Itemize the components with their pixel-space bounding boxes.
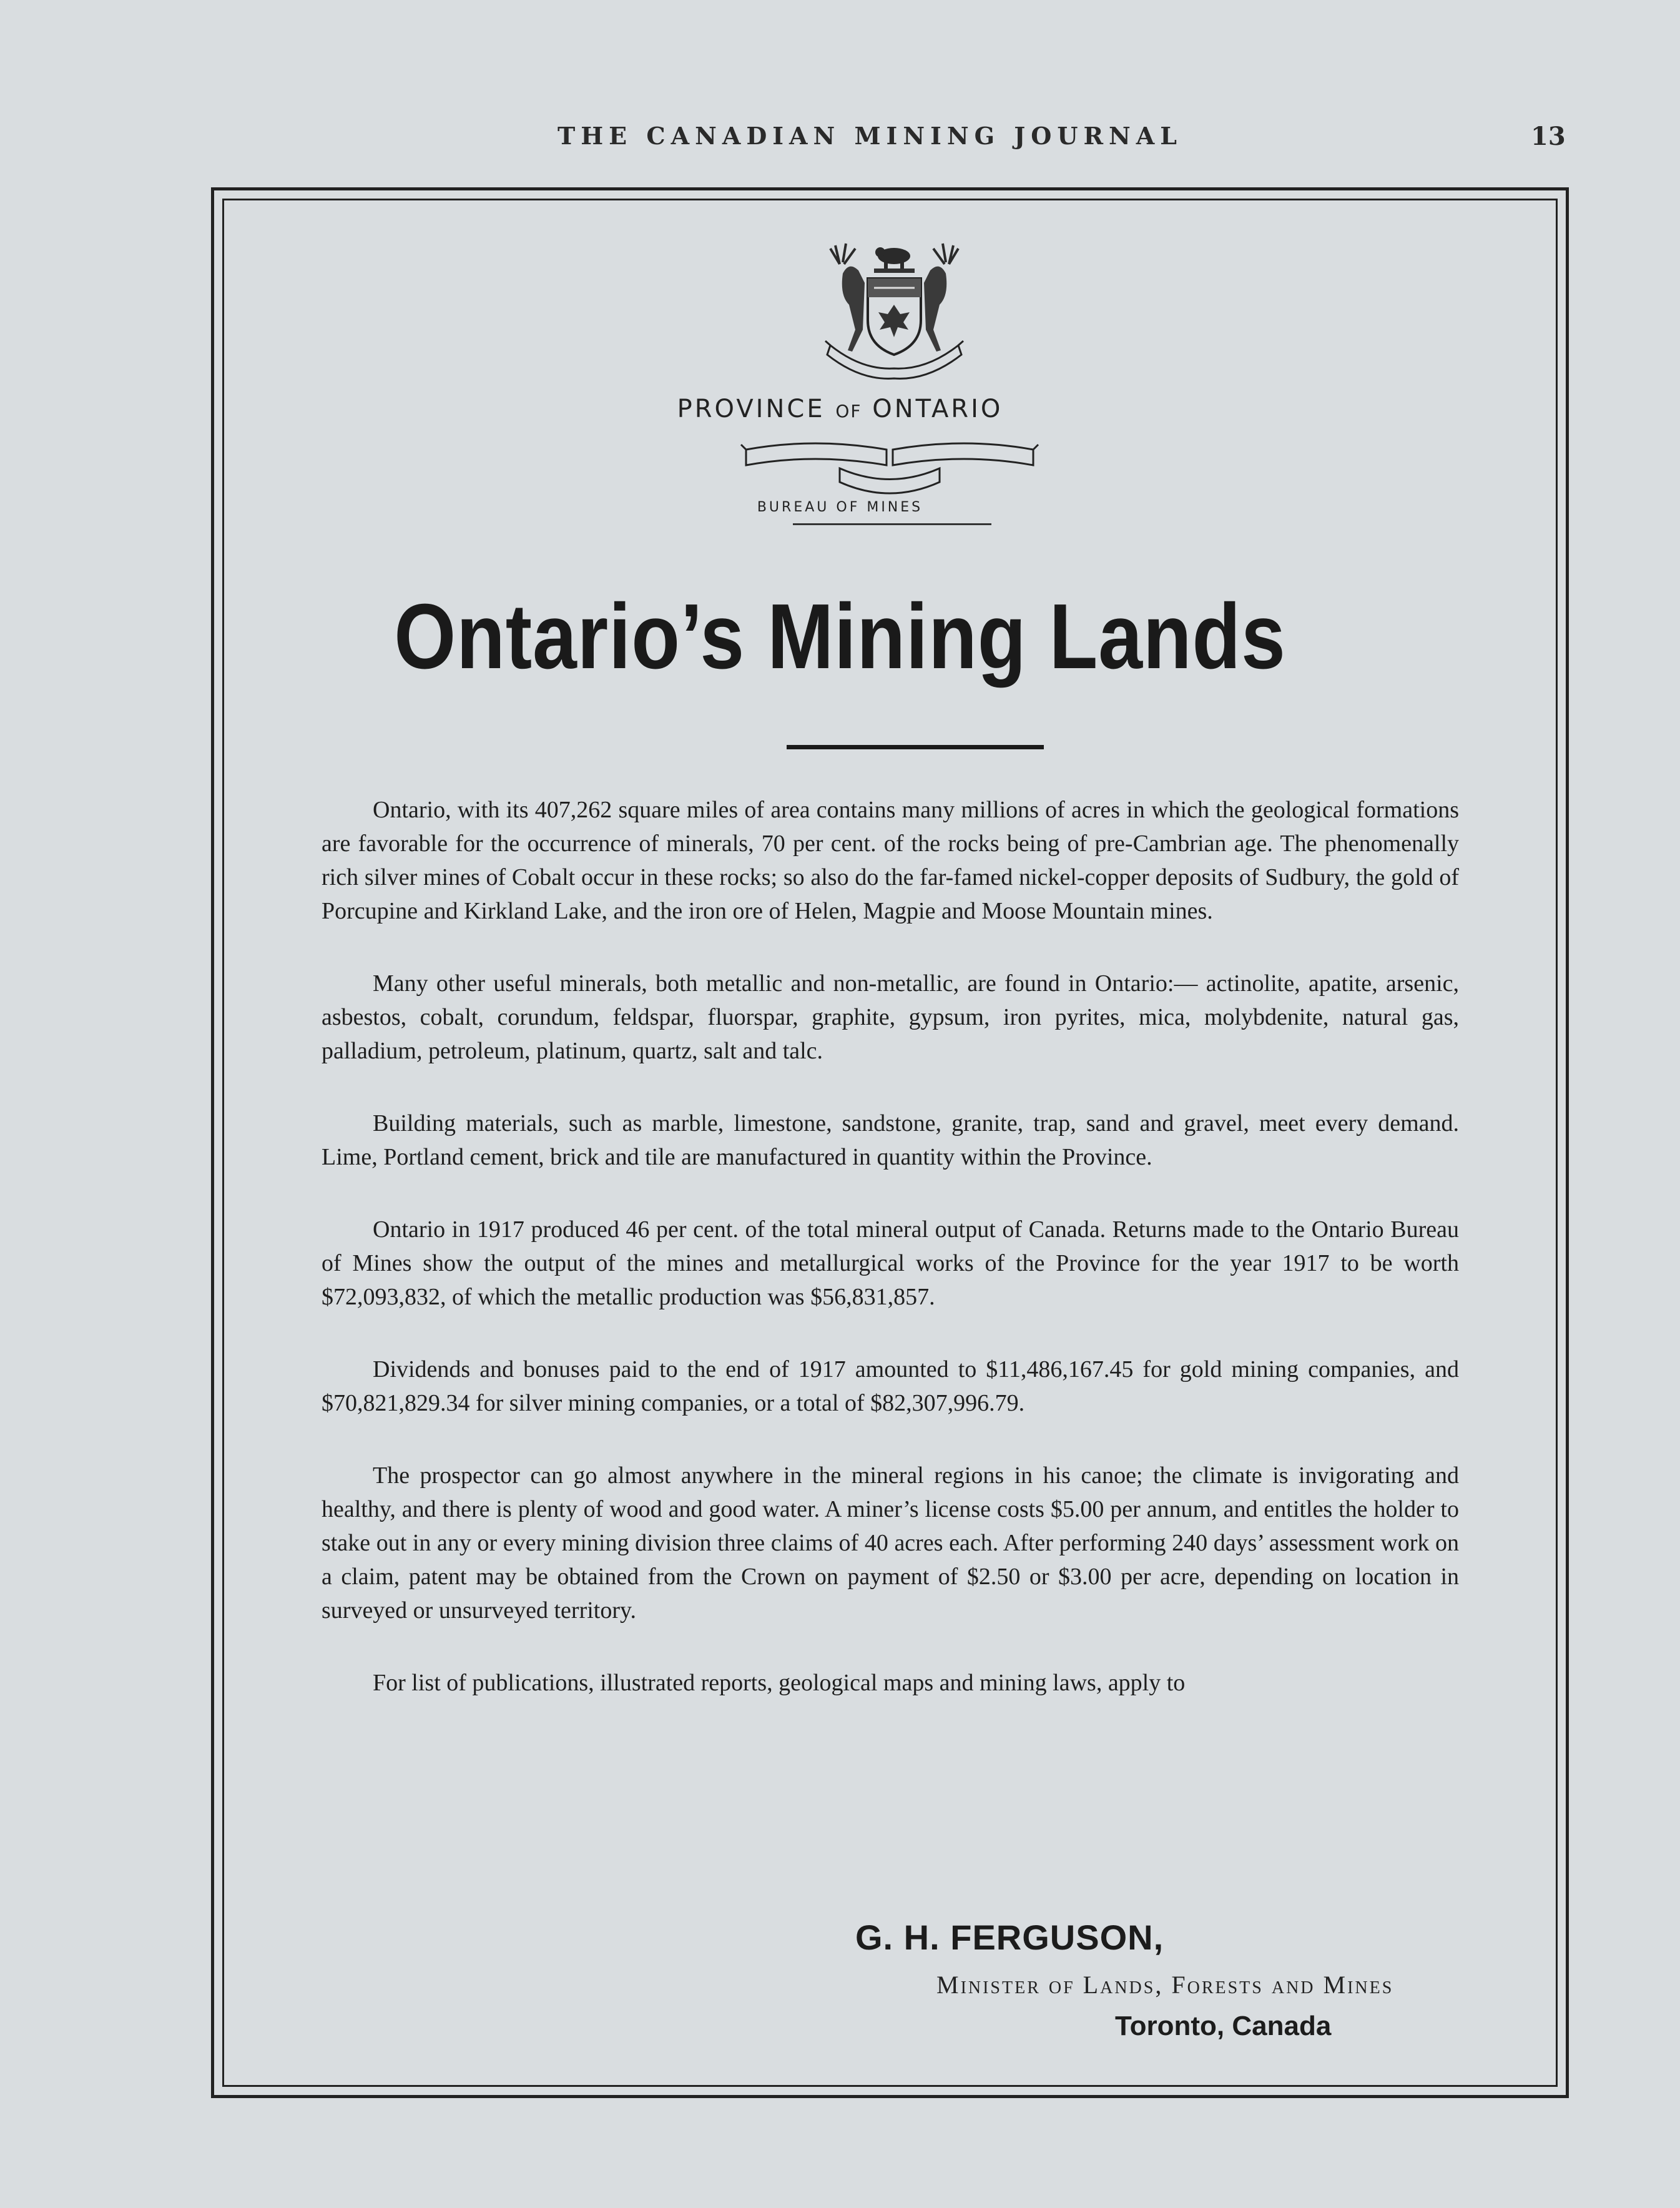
- page-number: 13: [1531, 122, 1566, 151]
- journal-title: THE CANADIAN MINING JOURNAL: [558, 122, 1182, 150]
- department-ribbon-icon: [740, 431, 1039, 496]
- province-title: [0, 395, 1680, 423]
- headline: Ontario’s Mining Lands: [394, 585, 1286, 688]
- signatory-location: Toronto, Canada: [1115, 2011, 1332, 2041]
- province-word: PROVINCE: [677, 395, 825, 423]
- bureau-of-mines-label: BUREAU OF MINES: [757, 500, 923, 515]
- page-header: [0, 122, 1680, 159]
- signatory-title: Minister of Lands, Forests and Mines: [936, 1971, 1394, 1999]
- paragraph-minerals: Many other useful minerals, both metallic and non-metallic, are found in Ontario:— actinolite, apatite, arsenic, asbestos, cobalt, corundum, feldspar, fluorspar, graphite, gypsum, iron pyrites, mica, molybdenite, natural gas, palladium, petroleum, platinum, quartz, salt and talc.: [322, 970, 1459, 1064]
- paragraph-output: Ontario in 1917 produced 46 per cent. of the total mineral output of Canada. Returns made to the Ontario Bureau of Mines show the output of the mines and metallurgical works of the Province for the year 1917 to be worth $72,093,832, of which the metallic production was $56,831,857.: [322, 1216, 1459, 1310]
- paragraph-prospector: The prospector can go almost anywhere in the mineral regions in his canoe; the climate is invigorating and healthy, and there is plenty of wood and good water. A miner’s license costs $5.00 per annum, and entitles the holder to stake out in any or every mining division three claims of 40 acres each. After performing 240 days’ assessment work on a claim, patent may be obtained from the Crown on payment of $2.50 or $3.00 per acre, depending on location in surveyed or unsurveyed territory.: [322, 1462, 1459, 1624]
- headline-divider: [787, 745, 1044, 749]
- paragraph-area: Ontario, with its 407,262 square miles of area contains many millions of acres in which the geological formations are favorable for the occurrence of minerals, 70 per cent. of the rocks being of pre-Cambrian age. The phenomenally rich silver mines of Cobalt occur in these rocks; so also do the far-famed nickel-copper deposits of Sudbury, the gold of Porcupine and Kirkland Lake, and the iron ore of Helen, Magpie and Moose Mountain mines.: [322, 797, 1459, 924]
- paragraph-dividends: Dividends and bonuses paid to the end of 1917 amounted to $11,486,167.45 for gold mining companies, and $70,821,829.34 for silver mining companies, or a total of $82,307,996.79.: [322, 1356, 1459, 1416]
- ontario-coat-of-arms-icon: [805, 236, 983, 380]
- ontario-word: ONTARIO: [872, 395, 1003, 423]
- paragraph-building-materials: Building materials, such as marble, limestone, sandstone, granite, trap, sand and gravel, meet every demand. Lime, Portland cement, brick and tile are manufactured in quantity within the Province.: [322, 1110, 1459, 1170]
- paragraph-apply: For list of publications, illustrated reports, geological maps and mining laws, apply to: [373, 1670, 1186, 1696]
- advertisement-body: [322, 793, 1459, 1700]
- signatory-name: G. H. FERGUSON,: [855, 1918, 1164, 1957]
- province-of-word: OF: [835, 401, 862, 421]
- bureau-divider: [793, 523, 991, 525]
